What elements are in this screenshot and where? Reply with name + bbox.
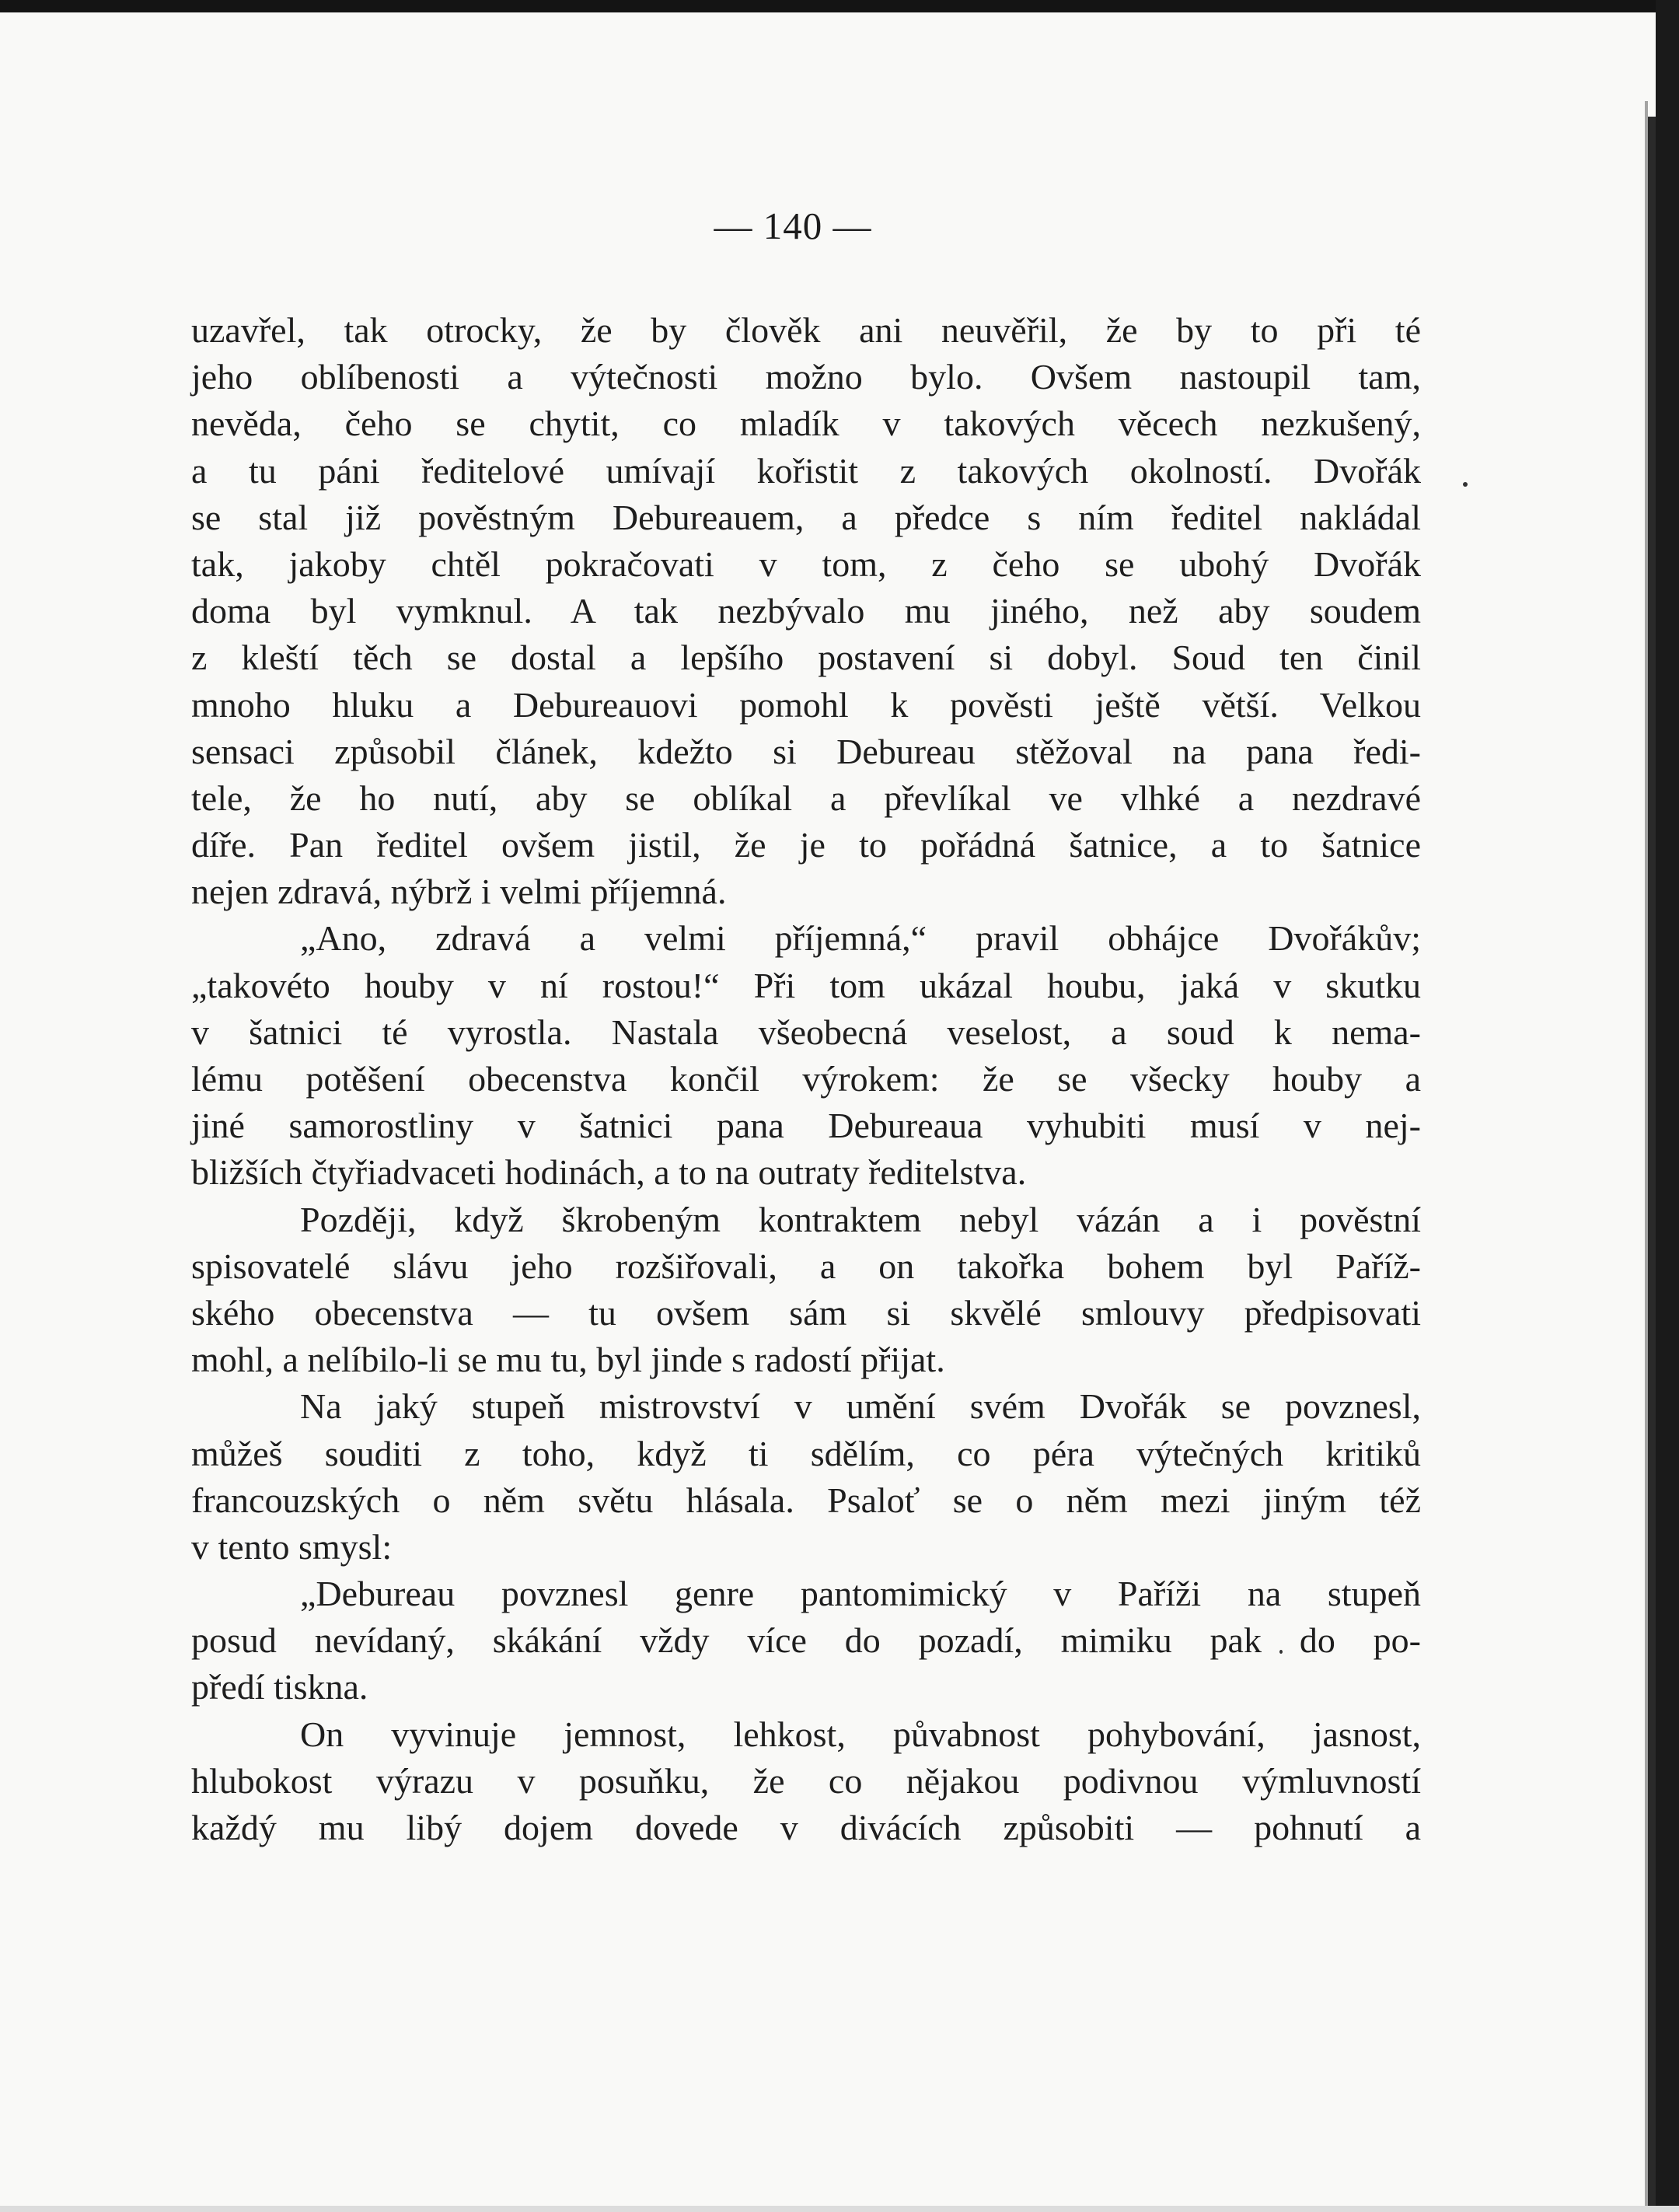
scan-bottom-shade [0,2206,1679,2212]
text-line: a tu páni ředitelové umívají kořistit z takových okolností. Dvořák [191,450,1421,491]
text-line: díře. Pan ředitel ovšem jistil, že je to pořádná šatnice, a to šatnice [191,825,1421,865]
text-line: jiné samorostliny v šatnici pana Debureaua vyhubiti musí v nej- [191,1106,1421,1146]
text-line: posud nevídaný, skákání vždy více do pozadí, mimiku pak do po- [191,1620,1421,1661]
text-line: Později, když škrobeným kontraktem nebyl vázán a i pověstní [300,1199,1421,1239]
scan-top-border [0,0,1679,12]
scan-right-border [1656,0,1679,2212]
text-line: spisovatelé slávu jeho rozšiřovali, a on takořka bohem byl Paříž- [191,1246,1421,1286]
text-line: sensaci způsobil článek, kdežto si Debureau stěžoval na pana ředi- [191,731,1421,771]
text-line: mnoho hluku a Debureauovi pomohl k pověsti ještě větší. Velkou [191,684,1421,725]
text-line: předí tiskna. [191,1667,368,1707]
text-line: „Debureau povznesl genre pantomimický v Paříži na stupeň [300,1574,1421,1614]
page-number: — 140 — [714,204,872,247]
text-line: tele, že ho nutí, aby se oblíkal a převlíkal ve vlhké a nezdravé [191,778,1421,818]
text-line: nejen zdravá, nýbrž i velmi příjemná. [191,872,727,912]
text-line: hlubokost výrazu v posuňku, že co nějakou podivnou výmluvností [191,1760,1421,1801]
text-line: nevěda, čeho se chytit, co mladík v takových věcech nezkušený, [191,404,1421,444]
text-line: uzavřel, tak otrocky, že by člověk ani neuvěřil, že by to při té [191,310,1421,350]
text-line: tak, jakoby chtěl pokračovati v tom, z čeho se ubohý Dvořák [191,543,1421,584]
text-line: v tento smysl: [191,1526,393,1567]
text-line: „Ano, zdravá a velmi příjemná,“ pravil obhájce Dvořákův; [300,918,1421,959]
text-line: doma byl vymknul. A tak nezbývalo mu jiného, než aby soudem [191,591,1421,631]
text-line: každý mu libý dojem dovede v divácích způsobiti — pohnutí a [191,1808,1421,1847]
text-line: Na jaký stupeň mistrovství v umění svém Dvořák se povznesl, [300,1386,1421,1427]
text-line: ského obecenstva — tu ovšem sám si skvělé smlouvy předpisovati [191,1292,1421,1333]
text-line: mohl, a nelíbilo-li se mu tu, byl jinde s radostí přijat. [191,1340,945,1380]
body-text [191,307,1421,1851]
scan-speck [1463,482,1468,487]
text-line: můžeš souditi z toho, když ti sdělím, co péra výtečných kritiků [191,1433,1421,1473]
text-line: francouzských o něm světu hlásala. Psaloť se o něm mezi jiným též [191,1480,1421,1520]
text-line: se stal již pověstným Debureauem, a předce s ním ředitel nakládal [191,497,1421,537]
text-line: z kleští těch se dostal a lepšího postavení si dobyl. Soud ten činil [191,638,1421,678]
text-line: On vyvinuje jemnost, lehkost, půvabnost pohybování, jasnost, [300,1714,1421,1754]
text-line: lému potěšení obecenstva končil výrokem: že se všecky houby a [191,1059,1421,1099]
text-line: „takovéto houby v ní rostou!“ Při tom ukázal houbu, jaká v skutku [191,965,1421,1005]
text-line: bližších čtyřiadvaceti hodinách, a to na outraty ředitelstva. [191,1152,1027,1193]
text-line: v šatnici té vyrostla. Nastala všeobecná veselost, a soud k nema- [191,1012,1421,1052]
text-line: jeho oblíbenosti a výtečnosti možno bylo. Ovšem nastoupil tam, [191,357,1421,397]
scan-right-inner-border [1648,117,1656,2208]
